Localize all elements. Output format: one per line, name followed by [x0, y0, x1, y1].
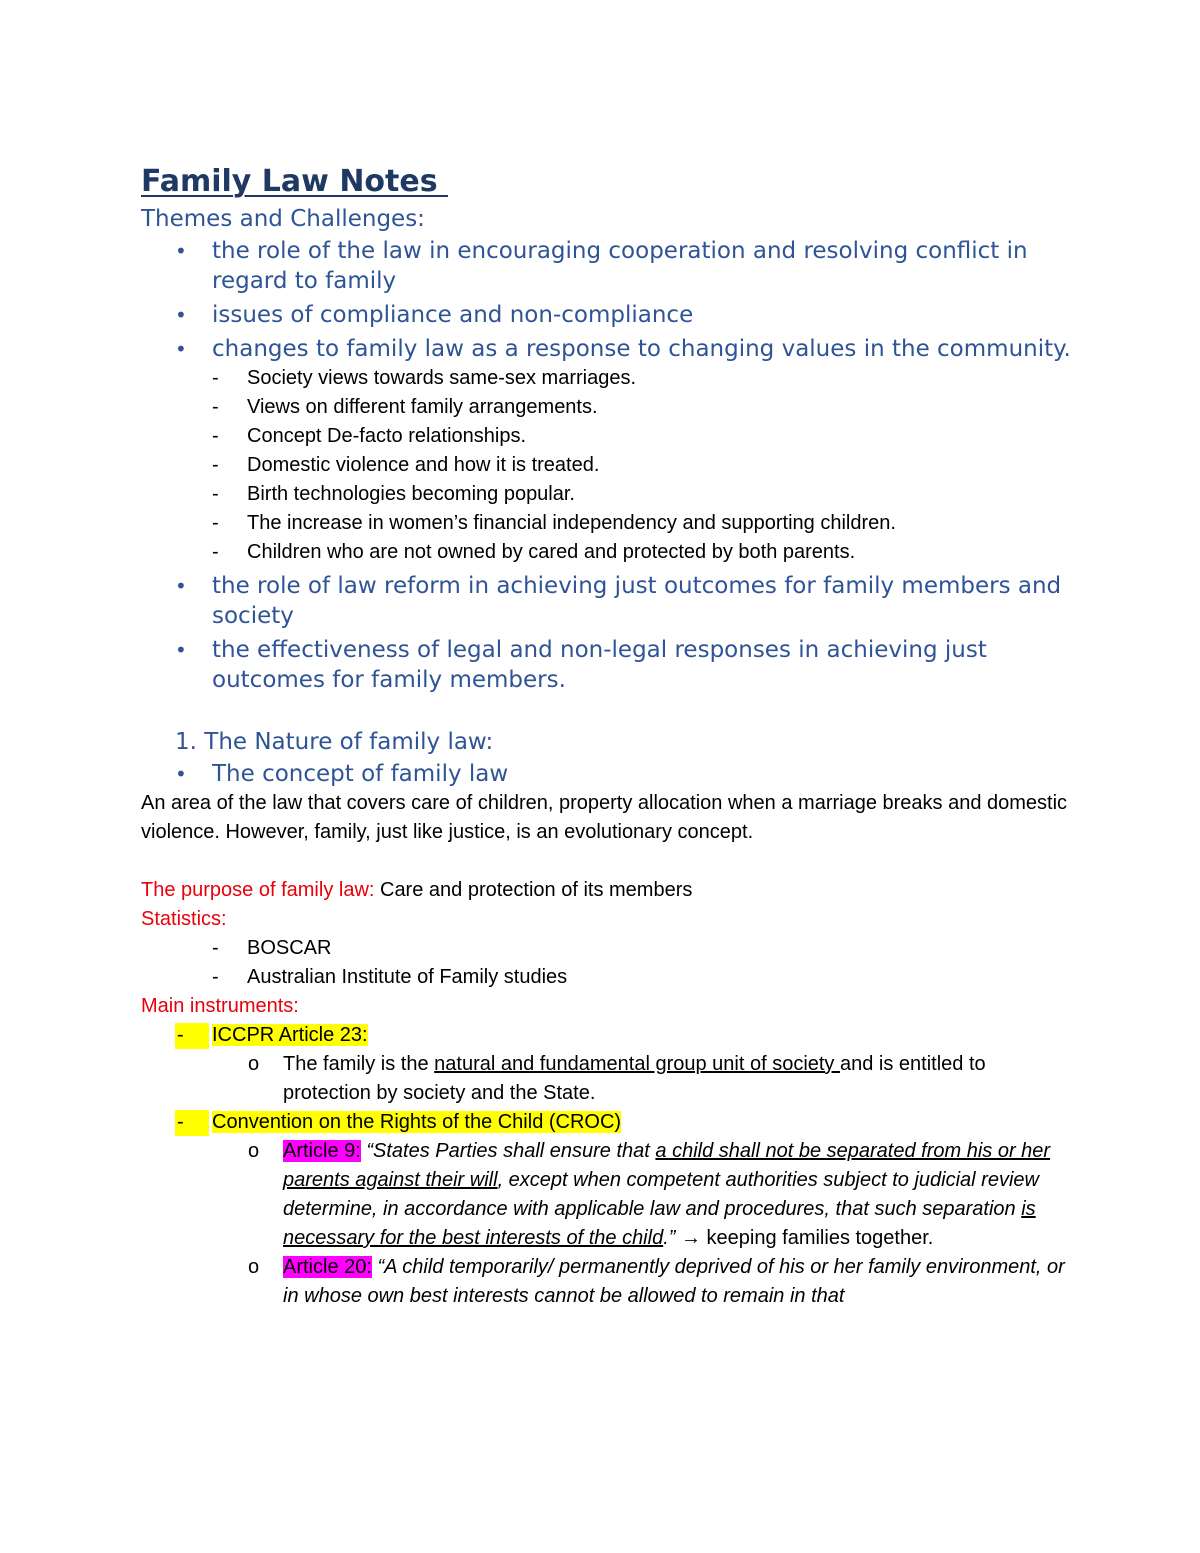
section-body: An area of the law that covers care of children, property allocation when a marriage breaks and domestic violence. However, family, just like justice, is an evolutionary concept.	[141, 792, 1068, 843]
list-item: o The family is the natural and fundamental group unit of society and is entitled to protection by society and the State.	[141, 1050, 1071, 1108]
croc-label: Convention on the Rights of the Child (CROC)	[212, 1111, 622, 1133]
article-20-label: Article 20:	[283, 1256, 372, 1278]
themes-list-more	[141, 571, 1071, 695]
bullet-icon: •	[175, 638, 187, 662]
bullet-icon: •	[175, 337, 187, 361]
document-title: Family Law Notes	[141, 164, 449, 199]
dash-icon: -	[212, 966, 219, 988]
dash-icon: -	[212, 367, 219, 389]
statistics-list	[141, 934, 1071, 992]
iccpr-label: ICCPR Article 23:	[212, 1024, 368, 1046]
croc-item	[141, 1108, 1071, 1137]
iccpr-sublist	[141, 1050, 1071, 1108]
theme-item: • the role of the law in encouraging cooperation and resolving conflict in regard to family	[175, 238, 1028, 294]
theme-item: • issues of compliance and non-compliance	[175, 302, 694, 328]
dash-icon: -	[212, 483, 219, 505]
themes-heading: Themes and Challenges:	[141, 206, 425, 232]
iccpr-item	[141, 1021, 1071, 1050]
list-item: - Concept De-facto relationships.	[141, 422, 1071, 451]
bullet-icon: •	[175, 762, 187, 786]
list-item: o Article 9: “States Parties shall ensure that a child shall not be separated from his or her parents against their will, except when competent authorities subject to judicial review determine, in accordance with applicable law and procedures, that such separation is necessary for the best interests of the child.” → keeping families together.	[141, 1137, 1071, 1253]
circle-bullet-icon: o	[248, 1053, 260, 1075]
circle-bullet-icon: o	[248, 1140, 260, 1162]
theme-item: • the effectiveness of legal and non-legal responses in achieving just outcomes for family members.	[175, 637, 987, 693]
bullet-icon: •	[175, 574, 187, 598]
section-bullet: • The concept of family law	[175, 761, 509, 787]
purpose-label: The purpose of family law:	[141, 879, 375, 901]
bullet-icon: •	[175, 239, 187, 263]
theme-item: • the role of law reform in achieving just outcomes for family members and society	[175, 573, 1062, 629]
instruments-label: Main instruments:	[141, 995, 299, 1017]
list-item: - BOSCAR	[141, 934, 1071, 963]
theme-item: • changes to family law as a response to changing values in the community.	[175, 336, 1071, 362]
list-item: o Article 20: “A child temporarily/ permanently deprived of his or her family environment, or in whose own best interests cannot be allowed to remain in that	[141, 1253, 1071, 1311]
bullet-icon: •	[175, 303, 187, 327]
article-9-label: Article 9:	[283, 1140, 361, 1162]
dash-icon: -	[212, 396, 219, 418]
arrow-text: → keeping families together.	[675, 1227, 934, 1249]
list-item: - Views on different family arrangements.	[141, 393, 1071, 422]
dash-icon: -	[212, 425, 219, 447]
dash-icon: -	[212, 454, 219, 476]
dash-icon: -	[212, 541, 219, 563]
dash-icon: -	[212, 937, 219, 959]
list-item: - The increase in women’s financial independency and supporting children.	[141, 509, 1071, 538]
list-item: - Australian Institute of Family studies	[141, 963, 1071, 992]
section-number: 1.	[175, 729, 197, 755]
list-item: - Domestic violence and how it is treated.	[141, 451, 1071, 480]
statistics-label: Statistics:	[141, 908, 227, 930]
section-bullets	[141, 759, 1071, 789]
section-title: The Nature of family law:	[204, 729, 494, 755]
croc-sublist	[141, 1137, 1071, 1311]
document-page	[141, 162, 1071, 1311]
section-heading	[141, 725, 1071, 759]
purpose-line	[141, 876, 1071, 905]
changes-subpoints	[141, 364, 1071, 567]
list-item: - Birth technologies becoming popular.	[141, 480, 1071, 509]
dash-icon: -	[212, 512, 219, 534]
list-item: - Children who are not owned by cared and protected by both parents.	[141, 538, 1071, 567]
purpose-text: Care and protection of its members	[374, 879, 693, 901]
themes-list	[141, 236, 1071, 364]
list-item: - Society views towards same-sex marriages.	[141, 364, 1071, 393]
dash-icon: -	[177, 1111, 184, 1133]
dash-icon: -	[177, 1024, 184, 1046]
circle-bullet-icon: o	[248, 1256, 260, 1278]
